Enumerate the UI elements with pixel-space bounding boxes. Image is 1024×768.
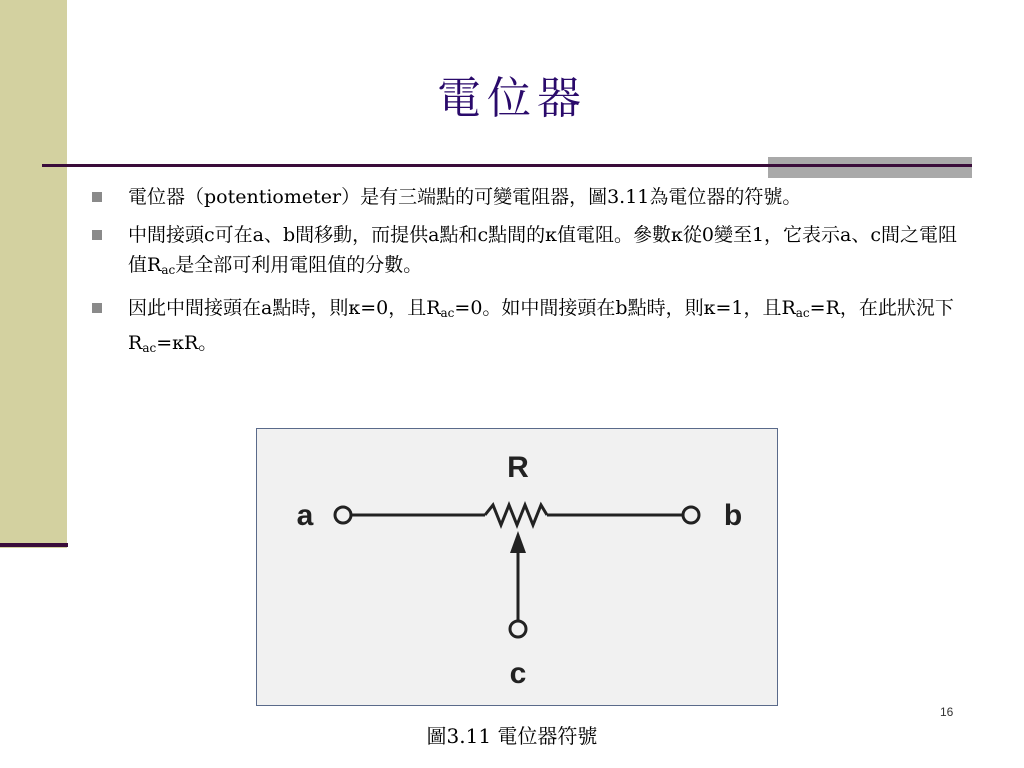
potentiometer-figure [256, 428, 778, 706]
label-b: b [723, 499, 743, 532]
label-c: c [509, 657, 527, 690]
terminal-b-icon [683, 507, 699, 523]
bullet-item: 因此中間接頭在a點時，則κ=0，且$R_{ac}=0$。如中間接頭在b點時，則κ=1，且$R_{ac}=R$，在此狀況下$R_{ac}=\kappa R$。 [90, 293, 970, 363]
left-decor-line [0, 543, 68, 547]
square-bullet-icon [92, 303, 102, 313]
terminal-c-icon [510, 621, 526, 637]
page-number: 16 [940, 705, 954, 719]
square-bullet-icon [92, 192, 102, 202]
potentiometer-symbol [257, 429, 777, 705]
slide-title: 電位器 [437, 73, 587, 124]
square-bullet-icon [92, 230, 102, 240]
figure-caption: 圖3.11 電位器符號 [426, 724, 598, 748]
title-divider-accent [768, 157, 972, 178]
bullet-list [90, 182, 970, 371]
label-r: R [507, 451, 529, 484]
bullet-item: 電位器（potentiometer）是有三端點的可變電阻器，圖3.11為電位器的符號。 [90, 182, 970, 212]
label-a: a [296, 499, 314, 532]
terminal-a-icon [335, 507, 351, 523]
bullet-item: 中間接頭c可在a、b間移動，而提供a點和c點間的κ值電阻。參數κ從0變至1，它表示a、c間之電阻值$R_{ac}$是全部可利用電阻值的分數。 [90, 220, 970, 285]
wiper-arrow-icon [510, 531, 526, 553]
resistor-zigzag [485, 505, 547, 525]
